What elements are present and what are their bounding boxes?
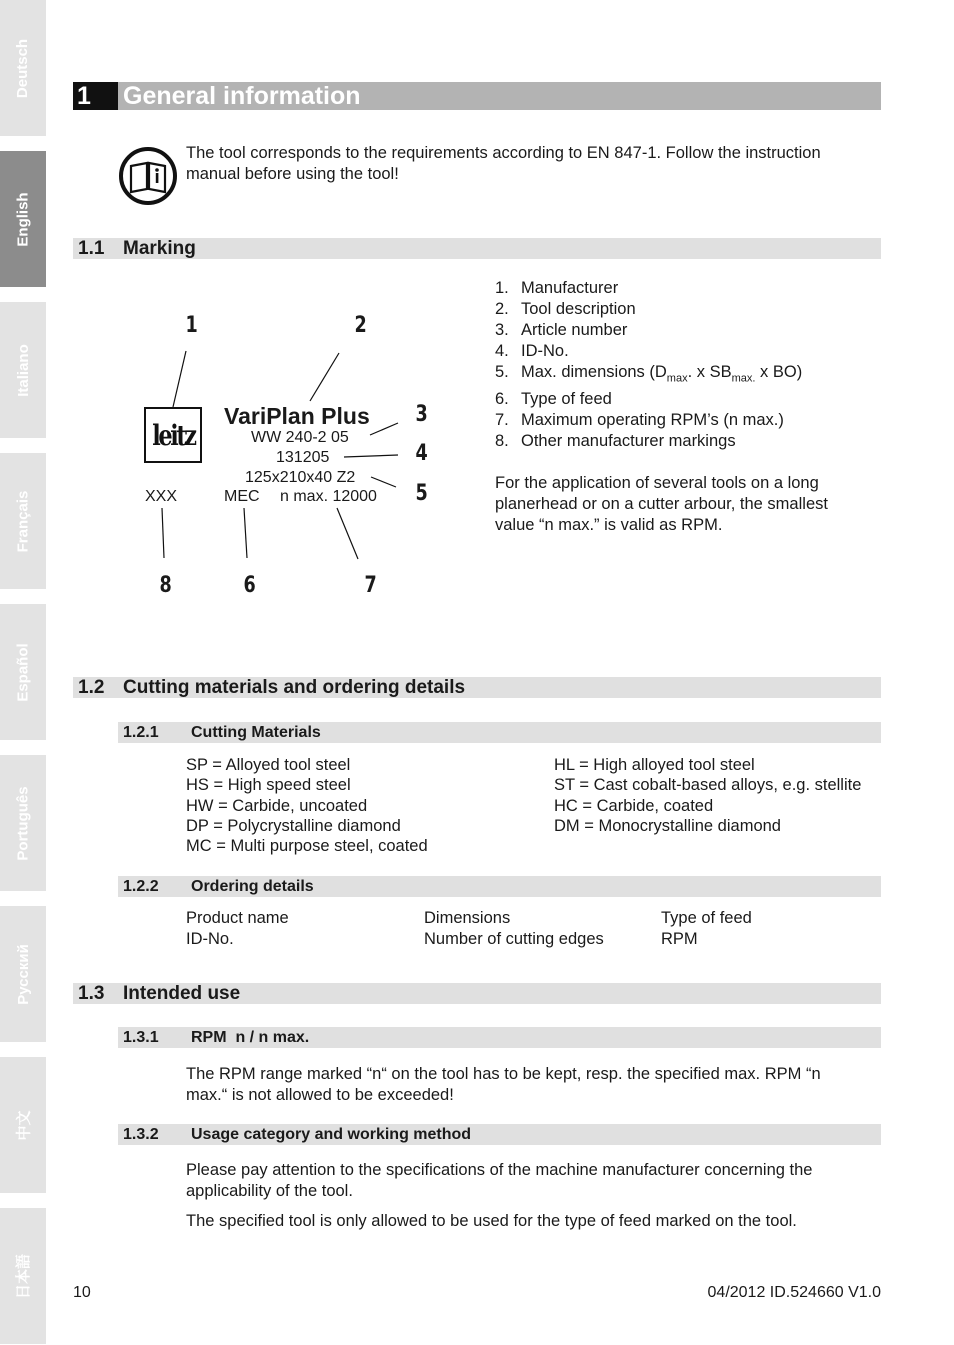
list-item: DM = Monocrystalline diamond: [554, 816, 781, 835]
product-name: VariPlan Plus: [224, 403, 370, 429]
marking-line-3: 125x210x40 Z2: [245, 469, 356, 486]
chapter-heading: [73, 82, 881, 110]
usage-text-1: Please pay attention to the specifications of the machine manufacturer concerning the applicability of the tool.: [186, 1161, 813, 1200]
marker-6: 6: [243, 573, 256, 598]
list-item: HW = Carbide, uncoated: [186, 796, 368, 815]
marker-2: 2: [354, 313, 367, 338]
marker-7: 7: [364, 573, 377, 598]
list-item: 2. Tool description: [495, 300, 636, 318]
lang-tab-chinese[interactable]: 中文: [0, 1057, 46, 1193]
marking-line-1: WW 240-2 05: [251, 429, 349, 446]
section-heading-cutting-materials: 1.2 Cutting materials and ordering details: [73, 677, 881, 698]
leitz-logo: leitz: [144, 407, 202, 463]
list-item: DP = Polycrystalline diamond: [186, 816, 401, 835]
lang-tab-deutsch[interactable]: Deutsch: [0, 0, 46, 136]
lang-tab-italiano[interactable]: Italiano: [0, 302, 46, 438]
intro-text: The tool corresponds to the requirements according to EN 847-1. Follow the instruction manual before using the tool!: [186, 144, 821, 183]
lang-tab-francais[interactable]: Français: [0, 453, 46, 589]
section-heading-intended-use: 1.3 Intended use: [73, 983, 881, 1004]
marking-nmax: n max. 12000: [280, 488, 377, 505]
list-item: 5. Max. dimensions ($D_{max}$. x $SB_{max.}$ x BO): [495, 363, 803, 385]
marking-note: For the application of several tools on a long planerhead or on a cutter arbour, the smallest value “n max.” is valid as RPM.: [495, 474, 828, 535]
subsection-heading-cutting-materials: 1.2.1 Cutting Materials: [118, 722, 881, 743]
list-item: 4. ID-No.: [495, 342, 569, 360]
list-item: 1. Manufacturer: [495, 279, 619, 297]
document-id: 04/2012 ID.524660 V1.0: [707, 1284, 881, 1301]
chapter-number: 1: [73, 82, 118, 110]
marking-diagram: [130, 305, 460, 605]
ordering-col-1: Product name ID-No.: [186, 909, 289, 948]
list-item: 7. Maximum operating RPM’s (n max.): [495, 411, 784, 430]
marking-legend-list: [495, 278, 855, 536]
list-item: SP = Alloyed tool steel: [186, 756, 351, 774]
list-item: HS = High speed steel: [186, 776, 351, 795]
lang-tab-espanol[interactable]: Español: [0, 604, 46, 740]
lang-tab-english[interactable]: English: [0, 151, 46, 287]
lang-tab-japanese[interactable]: 日本語: [0, 1208, 46, 1344]
marker-1: 1: [185, 313, 198, 338]
materials-left-column: [186, 755, 428, 856]
list-item: ST = Cast cobalt-based alloys, e.g. stellite: [554, 776, 862, 795]
chapter-title: General information: [123, 82, 361, 110]
ordering-col-3: Type of feed RPM: [661, 909, 752, 948]
marking-mec: MEC: [224, 488, 260, 505]
lang-tab-portugues[interactable]: Português: [0, 755, 46, 891]
list-item: HL = High alloyed tool steel: [554, 756, 755, 774]
subsection-heading-ordering: 1.2.2 Ordering details: [118, 876, 881, 897]
list-item: 8. Other manufacturer markings: [495, 432, 736, 451]
read-manual-icon: [118, 146, 178, 206]
marker-4: 4: [415, 441, 428, 466]
usage-text-2: The specified tool is only allowed to be used for the type of feed marked on the tool.: [186, 1212, 797, 1230]
subsection-heading-usage: 1.3.2 Usage category and working method: [118, 1124, 881, 1145]
lang-tab-russian[interactable]: Русский: [0, 906, 46, 1042]
section-heading-marking: 1.1 Marking: [73, 238, 881, 259]
marker-5: 5: [415, 481, 428, 506]
rpm-text: The RPM range marked “n“ on the tool has to be kept, resp. the specified max. RPM “n max.“ is not allowed to be exceeded!: [186, 1065, 821, 1104]
list-item: 6. Type of feed: [495, 390, 612, 409]
marker-3: 3: [415, 402, 428, 427]
ordering-col-2: Dimensions Number of cutting edges: [424, 909, 604, 948]
list-item: 3. Article number: [495, 321, 628, 339]
marking-line-2: 131205: [276, 449, 330, 466]
list-item: MC = Multi purpose steel, coated: [186, 837, 428, 856]
marker-8: 8: [159, 573, 172, 598]
marking-xxx: XXX: [145, 488, 178, 505]
materials-right-column: [554, 755, 861, 836]
subsection-heading-rpm: 1.3.1 RPM n / n max.: [118, 1027, 881, 1048]
list-item: HC = Carbide, coated: [554, 796, 714, 815]
page-number: 10: [73, 1284, 91, 1301]
